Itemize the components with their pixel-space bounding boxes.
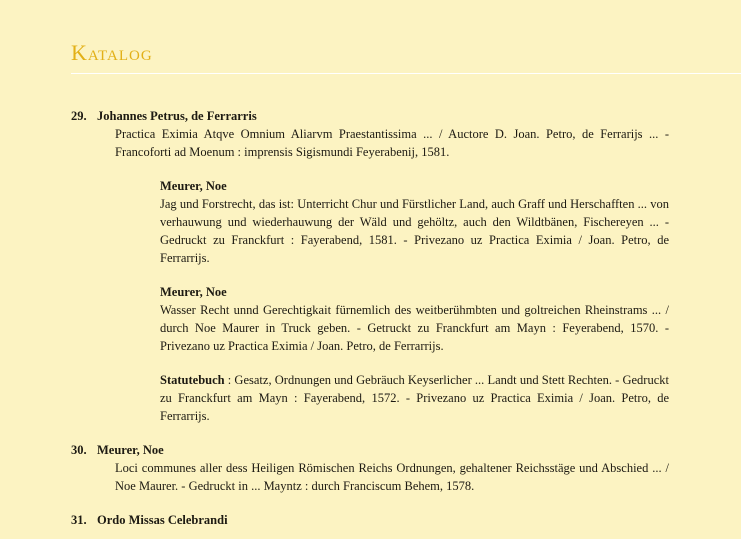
entry-heading [71, 511, 669, 529]
catalog-entry-29 [71, 107, 669, 425]
entry-description: Loci communes aller dess Heiligen Römischen Reichs Ordnungen, gehaltener Reichsstäge und Abschied ... / Noe Maurer. - Gedruckt in ... Mayntz : durch Franciscum Behem, 1578. [115, 461, 669, 493]
entry-author: Ordo Missas Celebrandi [97, 513, 228, 527]
entry-number: 29. [71, 109, 87, 123]
page-title: Katalog [71, 40, 153, 65]
sub-entry-3 [160, 371, 669, 425]
sub-entry-description: Jag und Forstrecht, das ist: Unterricht Chur und Fürstlicher Land, auch Graff und Herschafften ... von verhauwung und wiederhauwung der Wäld und gehöltz, auch den Wildtbänen, Fischereyen ... - Gedruckt zu Franckfurt : Fayerabend, 1581. - Privezano uz Practica Eximia / Joan. Petro, de Ferrarrijs. [160, 197, 669, 265]
header-divider [71, 73, 741, 74]
sub-entry-heading: Statutebuch [160, 373, 225, 387]
sub-entry-2 [160, 283, 669, 355]
sub-entry-heading: Meurer, Noe [160, 285, 227, 299]
entry-heading [71, 441, 669, 459]
entry-description: Practica Eximia Atqve Omnium Aliarvm Praestantissima ... / Auctore D. Joan. Petro, de Ferrarijs ... - Francoforti ad Moenum : imprensis Sigismundi Feyerabenij, 1581. [115, 127, 669, 159]
catalog-entry-31 [71, 511, 669, 529]
sub-entry-description: Wasser Recht unnd Gerechtigkait fürnemlich des weitberühmbten und goltreichen Rheinstrams ... / durch Noe Maurer in Truck geben. - Getruckt zu Franckfurt am Mayn : Feyerabend, 1570. - Privezano uz Practica Eximia / Joan. Petro, de Ferrarrijs. [160, 303, 669, 353]
entry-number: 30. [71, 443, 87, 457]
entry-author: Meurer, Noe [97, 443, 164, 457]
sub-entry-heading: Meurer, Noe [160, 179, 227, 193]
catalog-entry-30 [71, 441, 669, 495]
catalog-list [71, 107, 669, 539]
sub-entry-1 [160, 177, 669, 267]
entry-number: 31. [71, 513, 87, 527]
entry-author: Johannes Petrus, de Ferrarris [97, 109, 257, 123]
sub-entry-description: : Gesatz, Ordnungen und Gebräuch Keyserlicher ... Landt und Stett Rechten. - Gedruckt zu Franckfurt am Mayn : Fayerabend, 1572. - Privezano uz Practica Eximia / Joan. Petro, de Ferrarrijs. [160, 373, 669, 423]
entry-heading [71, 107, 669, 125]
